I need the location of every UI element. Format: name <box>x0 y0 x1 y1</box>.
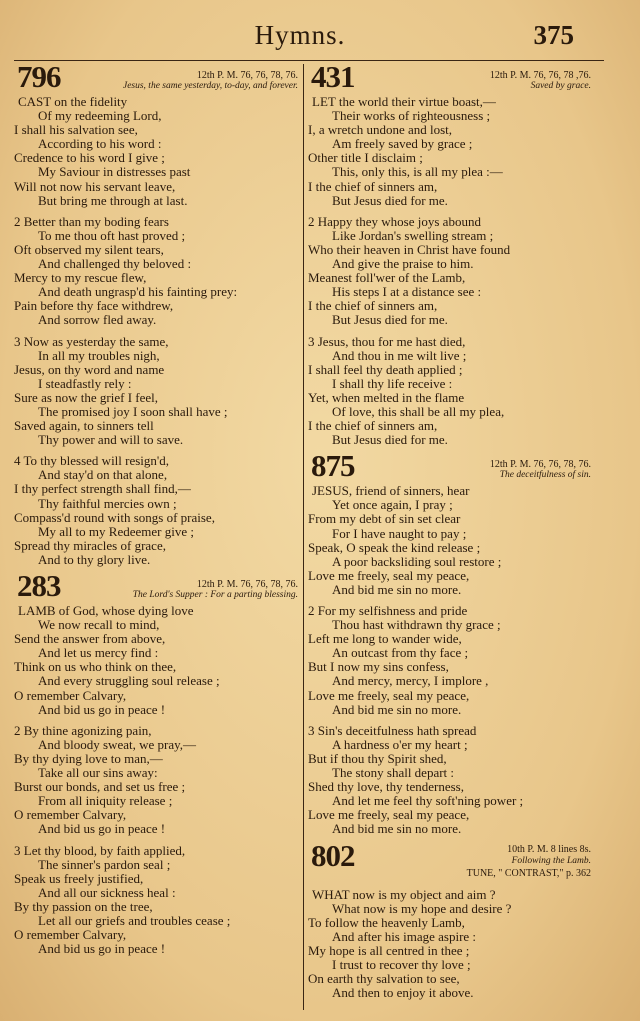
verse-line: To follow the heavenly Lamb, <box>308 914 465 930</box>
verse-line: 3 Jesus, thou for me hast died, <box>308 333 466 349</box>
verse-line: O remember Calvary, <box>14 807 127 823</box>
verse-line: The promised joy I soon shall have ; <box>38 403 228 419</box>
hymn-meter: 12th P. M. 76, 76, 78, 76. <box>196 579 298 590</box>
header-rule <box>14 60 604 61</box>
verse-line: The sinner's pardon seal ; <box>38 856 171 872</box>
hymn-431 <box>308 59 593 448</box>
verse-line: WHAT now is my object and aim ? <box>312 886 496 902</box>
stanza <box>14 95 300 208</box>
hymn-tune: TUNE, " CONTRAST," p. 362 <box>466 867 591 879</box>
verse-line: LAMB of God, whose dying love <box>18 603 194 618</box>
hymn-number: 796 <box>17 59 61 94</box>
verse-line: We now recall to mind, <box>38 617 160 633</box>
verse-line: Sure as now the grief I feel, <box>14 389 159 405</box>
verse-line: On earth thy salvation to see, <box>308 971 460 987</box>
verse-line: 3 Now as yesterday the same, <box>14 333 169 349</box>
verse-line: And every struggling soul release ; <box>38 673 220 689</box>
verse-line: And challenged thy beloved : <box>38 256 192 272</box>
hymn-meter: 12th P. M. 76, 76, 78, 76. <box>489 459 591 471</box>
hymn-heading <box>14 59 300 95</box>
verse-line: Think on us who think on thee, <box>14 659 177 675</box>
verse-line: And after his image aspire : <box>332 928 477 944</box>
stanza <box>308 95 593 208</box>
verse-line: 4 To thy blessed will resign'd, <box>14 453 170 469</box>
verse-line: Speak us freely justified, <box>14 870 144 886</box>
verse-line: And bid me sin no more. <box>332 701 462 717</box>
verse-line: And give the praise to him. <box>332 256 474 272</box>
hymn-subject: The Lord's Supper : For a parting blessing. <box>132 590 298 600</box>
verse-line: And bid me sin no more. <box>332 581 462 597</box>
verse-line: Who their heaven in Christ have found <box>308 241 511 257</box>
verse-line: What now is my hope and desire ? <box>332 900 512 916</box>
verse-line: Like Jordan's swelling stream ; <box>332 227 494 243</box>
stanza <box>308 484 593 597</box>
verse-line: Other title I disclaim ; <box>308 150 423 166</box>
stanza <box>308 604 593 717</box>
verse-line: Speak, O speak the kind release ; <box>308 539 481 555</box>
verse-line: And then to enjoy it above. <box>332 985 474 1001</box>
verse-line: Yet once again, I pray ; <box>332 497 453 513</box>
verse-line: Will not now his servant leave, <box>14 178 176 194</box>
verse-line: A poor backsliding soul restore ; <box>332 553 502 569</box>
page-header <box>0 20 640 60</box>
verse-line: The stony shall depart : <box>332 765 455 781</box>
verse-line: Love me freely, seal my peace, <box>308 687 470 703</box>
verse-line: From all iniquity release ; <box>38 793 173 809</box>
verse-line: I shall thy life receive : <box>332 375 453 391</box>
verse-line: 2 For my selfishness and pride <box>308 603 468 618</box>
verse-line: But if thou thy Spirit shed, <box>308 750 447 766</box>
verse-line: And death ungrasp'd his fainting prey: <box>38 284 238 300</box>
verse-line: And let us mercy find : <box>38 645 159 661</box>
hymn-heading <box>14 568 300 604</box>
verse-line: Love me freely, seal my peace, <box>308 567 470 583</box>
hymn-number: 875 <box>311 448 355 484</box>
verse-line: And sorrow fled away. <box>38 312 157 328</box>
verse-line: Pain before thy face withdrew, <box>14 298 174 314</box>
verse-line: And bloody sweat, we pray,— <box>38 736 197 752</box>
stanza <box>14 335 300 448</box>
verse-line: My hope is all centred in thee ; <box>308 942 470 958</box>
verse-line: 2 Happy they whose joys abound <box>308 213 481 229</box>
verse-line: 2 Better than my boding fears <box>14 213 169 229</box>
verse-line: I thy perfect strength shall find,— <box>14 481 191 497</box>
verse-line: According to his word : <box>38 136 162 152</box>
verse-line: Burst our bonds, and set us free ; <box>14 779 186 795</box>
verse-line: Thy faithful mercies own ; <box>38 495 177 511</box>
verse-line: Their works of righteousness ; <box>332 108 491 124</box>
verse-line: JESUS, friend of sinners, hear <box>312 483 470 499</box>
hymn-796 <box>14 59 300 567</box>
stanza <box>308 888 593 1001</box>
verse-line: Thy power and will to save. <box>38 432 184 448</box>
verse-line: In all my troubles nigh, <box>38 347 160 363</box>
hymn-heading <box>308 448 593 484</box>
right-column <box>308 59 593 1007</box>
verse-line: Of my redeeming Lord, <box>38 108 162 124</box>
verse-line: From my debt of sin set clear <box>308 511 461 527</box>
hymn-number: 431 <box>311 59 355 94</box>
verse-line: Jesus, on thy word and name <box>14 361 165 377</box>
verse-line: And all our sickness heal : <box>38 884 176 900</box>
verse-line: I shall feel thy death applied ; <box>308 361 463 377</box>
verse-line: My all to my Redeemer give ; <box>38 523 194 539</box>
verse-line: Meanest foll'wer of the Lamb, <box>308 270 466 286</box>
verse-line: Mercy to my rescue flew, <box>14 270 147 286</box>
verse-line: Let all our griefs and troubles cease ; <box>38 912 231 928</box>
verse-line: Oft observed my silent tears, <box>14 241 164 257</box>
verse-line: For I have naught to pay ; <box>332 525 467 541</box>
verse-line: To me thou oft hast proved ; <box>38 227 186 243</box>
verse-line: 3 Let thy blood, by faith applied, <box>14 842 186 858</box>
verse-line: By thy dying love to man,— <box>14 750 163 766</box>
verse-line: And to thy glory live. <box>38 551 151 567</box>
left-column <box>14 59 300 963</box>
verse-line: This, only this, is all my plea :— <box>332 164 503 180</box>
running-title: Hymns. <box>254 20 346 50</box>
stanza <box>308 335 593 448</box>
verse-line: And bid us go in peace ! <box>38 821 166 837</box>
verse-line: And bid us go in peace ! <box>38 941 166 957</box>
verse-line: My Saviour in distresses past <box>38 164 191 180</box>
verse-line: And bid me sin no more. <box>332 821 462 837</box>
verse-line: I steadfastly rely : <box>38 375 132 391</box>
verse-line: CAST on the fidelity <box>18 94 128 109</box>
verse-line: A hardness o'er my heart ; <box>332 736 468 752</box>
stanza <box>14 844 300 957</box>
verse-line: Take all our sins away: <box>38 765 158 781</box>
verse-line: Shed thy love, thy tenderness, <box>308 779 464 795</box>
page-number: 375 <box>533 20 574 50</box>
hymn-283 <box>14 568 300 957</box>
stanza <box>308 215 593 328</box>
hymn-subject: Following the Lamb. <box>511 855 591 866</box>
verse-line: Of love, this shall be all my plea, <box>332 403 505 419</box>
hymn-number: 283 <box>17 568 61 603</box>
hymn-meter: 10th P. M. 8 lines 8s. <box>507 843 591 855</box>
verse-line: I trust to recover thy love ; <box>332 956 471 972</box>
verse-line: LET the world their virtue boast,— <box>312 94 496 109</box>
verse-line: But I now my sins confess, <box>308 659 449 675</box>
verse-line: Thou hast withdrawn thy grace ; <box>332 617 501 633</box>
stanza <box>14 454 300 567</box>
verse-line: And mercy, mercy, I implore , <box>332 673 489 689</box>
verse-line: Love me freely, seal my peace, <box>308 807 470 823</box>
verse-line: O remember Calvary, <box>14 927 127 943</box>
verse-line: I, a wretch undone and lost, <box>308 122 453 138</box>
hymn-subject: Saved by grace. <box>530 81 591 91</box>
verse-line: Credence to his word I give ; <box>14 150 165 166</box>
verse-line: 3 Sin's deceitfulness hath spread <box>308 722 477 738</box>
hymn-heading <box>308 837 593 888</box>
verse-line: Compass'd round with songs of praise, <box>14 509 215 525</box>
hymn-802 <box>308 837 593 1001</box>
verse-line: I the chief of sinners am, <box>308 418 438 434</box>
verse-line: Am freely saved by grace ; <box>332 136 473 152</box>
verse-line: And bid us go in peace ! <box>38 701 166 717</box>
verse-line: Spread thy miracles of grace, <box>14 537 166 553</box>
verse-line: Left me long to wander wide, <box>308 631 462 647</box>
hymn-subject: Jesus, the same yesterday, to-day, and forever. <box>122 81 298 91</box>
verse-line: O remember Calvary, <box>14 687 127 703</box>
verse-line: His steps I at a distance see : <box>332 284 482 300</box>
stanza <box>14 604 300 717</box>
stanza <box>14 215 300 328</box>
verse-line: An outcast from thy face ; <box>332 645 469 661</box>
verse-line: But bring me through at last. <box>38 192 188 208</box>
hymn-meter: 12th P. M. 76, 76, 78 ,76. <box>489 70 591 81</box>
verse-line: 2 By thine agonizing pain, <box>14 722 152 738</box>
hymn-subject: The deceitfulness of sin. <box>499 470 591 481</box>
verse-line: And stay'd on that alone, <box>38 467 168 483</box>
verse-line: Saved again, to sinners tell <box>14 418 154 434</box>
verse-line: But Jesus died for me. <box>332 192 448 208</box>
hymn-number: 802 <box>311 837 355 873</box>
verse-line: I the chief of sinners am, <box>308 178 438 194</box>
verse-line: Send the answer from above, <box>14 631 166 647</box>
verse-line: But Jesus died for me. <box>332 312 448 328</box>
stanza <box>308 724 593 837</box>
column-divider <box>303 64 304 1010</box>
verse-line: By thy passion on the tree, <box>14 898 153 914</box>
hymn-meter: 12th P. M. 76, 76, 78, 76. <box>196 70 298 81</box>
stanza <box>14 724 300 837</box>
hymn-875 <box>308 448 593 837</box>
verse-line: I the chief of sinners am, <box>308 298 438 314</box>
verse-line: But Jesus died for me. <box>332 432 448 448</box>
verse-line: Yet, when melted in the flame <box>308 389 465 405</box>
verse-line: And let me feel thy soft'ning power ; <box>332 793 524 809</box>
hymn-heading <box>308 59 593 95</box>
verse-line: I shall his salvation see, <box>14 122 138 138</box>
verse-line: And thou in me wilt live ; <box>332 347 467 363</box>
